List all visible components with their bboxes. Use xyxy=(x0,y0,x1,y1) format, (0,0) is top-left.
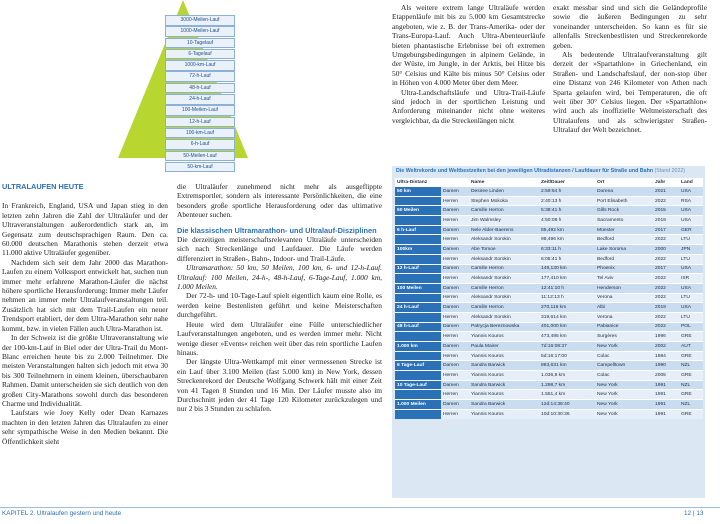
column-header: Zeit/Dauer xyxy=(539,178,595,187)
table-cell: Damen xyxy=(441,264,469,274)
distance-cell xyxy=(395,293,441,303)
table-row xyxy=(395,342,703,352)
paragraph: Der längste Ultra-Wettkampf mit einer vermessenen Strecke ist ein Lauf über 3.100 Meilen (fast 5.000 km) in New York, dessen Streckenrekord der Deutsche Wolfgang Schwerk hält mit einer Zeit von 41 Tagen 8 Stunden und 16 Min. Der Läufer musste also im Durchschnitt jeden der 41 Tage 120 Kilometer zurückzulegen und nur 2 bis 3 Stunden zu schlafen. xyxy=(177,357,382,414)
column-header: Jahr xyxy=(653,178,679,187)
table-cell: USA xyxy=(679,187,703,197)
table-cell: Paula Mairer xyxy=(469,342,539,352)
table-row xyxy=(395,245,703,255)
distance-cell: 1.000 Meilen xyxy=(395,400,441,410)
table-cell: Pabianice xyxy=(595,322,653,332)
record-table xyxy=(395,178,703,419)
table-cell: 2017 xyxy=(653,264,679,274)
table-cell: Henderson xyxy=(595,283,653,293)
table-row xyxy=(395,264,703,274)
distance-cell: 12 h-Lauf xyxy=(395,264,441,274)
table-cell: 2:59:54 h xyxy=(539,187,595,197)
table-cell: Damen xyxy=(441,322,469,332)
table-cell: 401,000 km xyxy=(539,322,595,332)
paragraph: Nachdem sich seit dem Jahr 2000 das Marathon-Laufen zu einem Volkssport entwickelt hat, suchen nun immer mehr erfahrene Marathon-Läufer die nächst höhere sportliche Herausforderung: Immer mehr Läufer nehmen an immer mehr Ultralaufveranstaltungen teil. Zusätzlich hat sich mit dem Trail-Laufen ein neuer Trendsport etabliert, der dem Ultra-Marathon sehr nahe kommt, bzw. in vielen Fällen auch Ultra-Marathon ist. xyxy=(2,257,168,333)
table-cell: Lake Soroma xyxy=(595,245,653,255)
table-cell: NZL xyxy=(679,361,703,371)
table-cell: 5d:16:17:00 xyxy=(539,351,595,361)
distance-cell xyxy=(395,254,441,264)
table-row xyxy=(395,380,703,390)
distance-cell: 24 h-Lauf xyxy=(395,303,441,313)
table-cell: 2021 xyxy=(653,187,679,197)
table-cell: Yiannis Kouros xyxy=(469,371,539,381)
column-header: Land xyxy=(679,178,703,187)
table-cell: Sandra Barwick xyxy=(469,380,539,390)
table-cell: 1.036,8 km xyxy=(539,371,595,381)
table-cell: 1990 xyxy=(653,361,679,371)
table-cell: New York xyxy=(595,409,653,418)
paragraph: Die derzeitigen meisterschaftsrelevanten Ultraläufe unterscheiden sich nach Streckenlänge und Laufdauer. Die Läufe werden differenziert in Straßen-, Bahn-, Indoor- und Trail-Läufe. xyxy=(177,235,382,263)
table-row xyxy=(395,332,703,342)
page-numbers: 12 | 13 xyxy=(684,510,704,517)
paragraph: Als bedeutende Ultralaufveranstaltung gilt derzeit der »Spartathlon« in Griechenland, ein Straßen- und Landschaftslauf, der non-stop über eine Distanz von 246 Kilometer von Athen nach Sparta gelaufen wird, bei Temperaturen, die oft weit über 30° Celsius liegen. Der »Spartathlon« wird auch als inoffizielle Weltmeisterschaft des Ultralaufens und als schwierigster Straßen-Ultralauf der Welt bezeichnet. xyxy=(553,50,707,135)
table-cell: Aleksandr Sorokin xyxy=(469,274,539,284)
paragraph: Der 72-h- und 10-Tage-Lauf spielt eigentlich kaum eine Rolle, es werden keine Bestenlisten geführt und keine Meisterschaften durchgeführt. xyxy=(177,291,382,320)
table-cell: Jim Walmsley xyxy=(469,216,539,226)
table-cell: 1984 xyxy=(653,351,679,361)
distance-cell xyxy=(395,351,441,361)
table-cell: 2022 xyxy=(653,322,679,332)
table-cell: USA xyxy=(679,216,703,226)
paragraph: Laufstars wie Joey Kelly oder Dean Karnazes machten in den letzten Jahren das Ultralaufen zu einer sehr sympathische Weise in den Medien bekannt. Die Öffentlichkeit sieht xyxy=(2,408,168,446)
caption-year: (Stand 2022) xyxy=(654,168,686,174)
table-cell: 149,130 km xyxy=(539,264,595,274)
table-cell: 98,496 km xyxy=(539,235,595,245)
column-header: Ultra-Distanz xyxy=(395,178,441,187)
table-cell: Camille Herron xyxy=(469,303,539,313)
pyramid-level: 10-Tagelauf xyxy=(165,38,235,49)
table-cell: Sacramento xyxy=(595,216,653,226)
table-row xyxy=(395,351,703,361)
table-cell: 2017 xyxy=(653,225,679,235)
table-cell: RSA xyxy=(679,196,703,206)
table-cell: USA xyxy=(679,206,703,216)
table-cell: Damen xyxy=(441,342,469,352)
table-cell: Herren xyxy=(441,332,469,342)
table-cell: JPN xyxy=(679,245,703,255)
distance-cell xyxy=(395,332,441,342)
table-cell: Bedford xyxy=(595,254,653,264)
table-row xyxy=(395,390,703,400)
distance-cell: 50 Meilen xyxy=(395,206,441,216)
table-cell: Damen xyxy=(441,361,469,371)
table-cell: Nele Alder-Baerens xyxy=(469,225,539,235)
table-cell: 270,116 km xyxy=(539,303,595,313)
table-cell: Yiannis Kouros xyxy=(469,409,539,418)
table-cell: Herren xyxy=(441,274,469,284)
distance-cell xyxy=(395,409,441,418)
table-cell: New York xyxy=(595,400,653,410)
table-cell: GRE xyxy=(679,371,703,381)
table-row xyxy=(395,196,703,206)
column-header: Name xyxy=(469,178,539,187)
table-cell: LTU xyxy=(679,235,703,245)
table-cell: Aleksandr Sorokin xyxy=(469,235,539,245)
table-cell: Herren xyxy=(441,254,469,264)
paragraph: Heute wird dem Ultraläufer eine Fülle unterschiedlicher Laufveranstaltungen angeboten, und es werden immer mehr. Nicht wenige dieser »Events« reichen weit über das rein sportliche Laufen hinaus. xyxy=(177,319,382,357)
pyramid-level: 100-km-Lauf xyxy=(165,128,235,139)
table-cell: Gills Rock xyxy=(595,206,653,216)
table-cell: 11:12:13 h xyxy=(539,293,595,303)
table-cell: LTU xyxy=(679,293,703,303)
table-cell: Herren xyxy=(441,216,469,226)
table-cell: AUT xyxy=(679,342,703,352)
table-cell: 5:38:41 h xyxy=(539,206,595,216)
table-cell: ISR xyxy=(679,274,703,284)
table-cell: 6:33:11 h xyxy=(539,245,595,255)
paragraph: exakt messbar sind und sich die Geländeprofile sowie die äußeren Bedingungen zu sehr voneinander unterscheiden. So kann es für sie allenfalls Streckenbestlisten und Streckenrekorde geben. xyxy=(553,3,707,50)
right-text-column-2 xyxy=(553,3,707,135)
table-cell: Damen xyxy=(441,225,469,235)
table-cell: 12d:14:38:40 xyxy=(539,400,595,410)
table-cell: Camille Herron xyxy=(469,206,539,216)
table-header-row xyxy=(395,178,703,187)
table-cell: 2022 xyxy=(653,274,679,284)
distance-cell: 100km xyxy=(395,245,441,255)
table-cell: 2015 xyxy=(653,206,679,216)
distance-cell xyxy=(395,390,441,400)
right-text-column-1 xyxy=(392,3,545,125)
distance-cell xyxy=(395,371,441,381)
distance-cell xyxy=(395,312,441,322)
left-text-column xyxy=(2,182,168,446)
paragraph: Ultramarathon: 50 km, 50 Meilen, 100 km, 6- und 12-h-Lauf. Ultralauf: 100 Meilen, 24-h-, 48-h-Lauf, 6-Tage-Lauf, 1.000 km, 1.000 Meilen. xyxy=(177,263,382,292)
table-cell: Herren xyxy=(441,371,469,381)
table-cell: USA xyxy=(679,283,703,293)
table-cell: Herren xyxy=(441,196,469,206)
pyramid-level: 24-h-Lauf xyxy=(165,94,235,105)
table-cell: 2022 xyxy=(653,312,679,322)
table-cell: Herren xyxy=(441,409,469,418)
footer-chapter: KAPITEL 2. Ultralaufen gestern und heute xyxy=(2,510,122,517)
distance-cell xyxy=(395,216,441,226)
caption-text: Die Weltrekorde und Weltbestzeiten bei den jeweiligen Ultradistanzen / Laufdauer für Straße und Bahn xyxy=(396,168,654,174)
table-cell: Herren xyxy=(441,235,469,245)
table-cell: GER xyxy=(679,225,703,235)
table-cell: 7d:16:08:37 xyxy=(539,342,595,352)
table-row xyxy=(395,322,703,332)
section-heading: Die klassischen Ultramarathon- und Ultralauf-Disziplinen xyxy=(177,225,377,235)
table-cell: Campelltown xyxy=(595,361,653,371)
table-cell: 319,614 km xyxy=(539,312,595,322)
table-cell: 2022 xyxy=(653,254,679,264)
pyramid-level: 72-h-Lauf xyxy=(165,71,235,82)
table-cell: Patrycja Bereznowska xyxy=(469,322,539,332)
table-cell: Bedford xyxy=(595,235,653,245)
table-cell: 1991 xyxy=(653,409,679,418)
table-cell: Herren xyxy=(441,293,469,303)
table-cell: 2005 xyxy=(653,371,679,381)
table-cell: Sandra Barwick xyxy=(469,400,539,410)
table-cell: New York xyxy=(595,342,653,352)
table-cell: 1.551,4 km xyxy=(539,390,595,400)
table-cell: 85,492 km xyxy=(539,225,595,235)
pyramid-level: 50-km-Lauf xyxy=(165,162,235,173)
paragraph: In Frankreich, England, USA und Japan stieg in den letzten zehn Jahren die Zahl der Ultraläufer und der Ultraveranstaltungen außerordentlich stark an, im Gegensatz zum deutschsprachigen Raum. Den ca. 60.000 deutschen Marathonis stehen derzeit etwa 11.000 aktive Ultraläufer gegenüber. xyxy=(2,201,168,258)
table-cell: 1996 xyxy=(653,332,679,342)
table-row xyxy=(395,303,703,313)
paragraph: Als weitere extrem lange Ultraläufe werden Etappenläufe mit bis zu 5.000 km Gesamtstrecke angeboten, wie z. B. der Trans-Amerika- oder der Trans-Europa-Lauf. Auch Ultra-Abenteuerläufe bieten phantastische Erlebnisse bei oft extremen Umgebungsbedingungen in alpinem Gelände, in der Wüste, im Jungle, in der Arktis, bei Hitze bis 50° Celsius und Kälte bis minus 50° Celsius oder in Höhen von 4.000 Meter über dem Meer. xyxy=(392,3,545,88)
table-cell: New York xyxy=(595,390,653,400)
table-row xyxy=(395,371,703,381)
table-cell: Abe Tomoe xyxy=(469,245,539,255)
table-cell: Sandra Barwick xyxy=(469,361,539,371)
table-row xyxy=(395,216,703,226)
table-row xyxy=(395,400,703,410)
table-cell: 10d:10:30:36 xyxy=(539,409,595,418)
table-cell: Damen xyxy=(441,400,469,410)
table-cell: 4:50:08 h xyxy=(539,216,595,226)
table-cell: GRE xyxy=(679,390,703,400)
table-cell: 2022 xyxy=(653,235,679,245)
table-cell: Damen xyxy=(441,380,469,390)
table-cell: NZL xyxy=(679,380,703,390)
table-cell: Camille Herron xyxy=(469,283,539,293)
table-cell: GRE xyxy=(679,332,703,342)
table-cell: GRE xyxy=(679,351,703,361)
table-row xyxy=(395,206,703,216)
table-cell: Yiannis Kouros xyxy=(469,332,539,342)
table-cell: NZL xyxy=(679,400,703,410)
paragraph: Ultra-Landschaftsläufe und Ultra-Trail-Läufe sind jedoch in der sportlichen Leistung und Anforderung miteinander nicht ohne weiteres vergleichbar, da die Streckenlängen nicht xyxy=(392,87,545,125)
table-cell: Camille Herron xyxy=(469,264,539,274)
pyramid-level: 6-h-Lauf xyxy=(165,139,235,150)
table-cell: New York xyxy=(595,380,653,390)
table-row xyxy=(395,409,703,418)
table-cell: GRE xyxy=(679,409,703,418)
table-cell: Yiannis Kouros xyxy=(469,351,539,361)
pyramid-level: 1000-km-Lauf xyxy=(165,60,235,71)
table-cell: Dorena xyxy=(595,187,653,197)
section-heading: ULTRALAUFEN HEUTE xyxy=(2,182,84,191)
middle-text-column xyxy=(177,182,382,414)
table-row xyxy=(395,274,703,284)
table-cell: 12:41:10 h xyxy=(539,283,595,293)
table-cell: Münster xyxy=(595,225,653,235)
table-cell: Herren xyxy=(441,312,469,322)
pyramid-level-list xyxy=(165,15,235,173)
table-caption xyxy=(396,168,702,175)
table-cell: 2022 xyxy=(653,293,679,303)
table-cell: 2000 xyxy=(653,245,679,255)
table-row xyxy=(395,235,703,245)
distance-cell xyxy=(395,274,441,284)
table-cell: Desiree Linden xyxy=(469,187,539,197)
table-cell: Stephen Mokoka xyxy=(469,196,539,206)
paragraph: die Ultraläufer zunehmend nicht mehr als ausgeflippte Extremsportler, sondern als interessante Persönlichkeiten, die eine besonders große sportliche Herausforderung oder das ultimative Abenteuer suchen. xyxy=(177,182,382,220)
table-cell: Yiannis Kouros xyxy=(469,390,539,400)
table-cell: LTU xyxy=(679,254,703,264)
table-row xyxy=(395,293,703,303)
table-cell: Damen xyxy=(441,187,469,197)
table-cell: Damen xyxy=(441,303,469,313)
table-cell: 1991 xyxy=(653,400,679,410)
table-row xyxy=(395,187,703,197)
table-cell: Aleksandr Sorokin xyxy=(469,254,539,264)
footer-rule xyxy=(0,507,720,508)
table-cell: 2019 xyxy=(653,303,679,313)
table-cell: LTU xyxy=(679,312,703,322)
table-cell: Colac xyxy=(595,371,653,381)
table-cell: 2:40:13 h xyxy=(539,196,595,206)
table-cell: 2022 xyxy=(653,283,679,293)
distance-cell: 48 h-Lauf xyxy=(395,322,441,332)
table-cell: Verona xyxy=(595,312,653,322)
table-cell: 1991 xyxy=(653,390,679,400)
table-row xyxy=(395,254,703,264)
distance-cell: 6 h-Lauf xyxy=(395,225,441,235)
table-cell: 6:05:41 h xyxy=(539,254,595,264)
distance-cell: 1.000 km xyxy=(395,342,441,352)
pyramid-level: 100-Meilen-Lauf xyxy=(165,105,235,116)
column-header: Ort xyxy=(595,178,653,187)
table-cell: 2019 xyxy=(653,216,679,226)
pyramid-level: 6-Tagelauf xyxy=(165,49,235,60)
paragraph: In der Schweiz ist die größte Ultraveranstaltung wie der 100-km-Lauf in Biel oder der Ultra-Trail du Mont-Blanc erreichen heute bis zu 2.000 Teilnehmer. Die meisten Veranstaltungen halten sich jedoch mit etwa 30 bis 300 Teilnehmern in einem kleinen, überschaubaren Rahmen. Damit unterscheiden sie sich deutlich von den großen City-Marathons sowohl durch das besonderen Charme und Individualität. xyxy=(2,333,168,408)
table-cell: 177,410 km xyxy=(539,274,595,284)
table-cell: 2022 xyxy=(653,196,679,206)
table-cell: Aleksandr Sorokin xyxy=(469,293,539,303)
table-cell: 2002 xyxy=(653,342,679,352)
table-row xyxy=(395,312,703,322)
table-cell: Aleksandr Sorokin xyxy=(469,312,539,322)
table-cell: POL xyxy=(679,322,703,332)
table-cell: Albi xyxy=(595,303,653,313)
table-cell: USA xyxy=(679,264,703,274)
distance-cell: 100 Meilen xyxy=(395,283,441,293)
table-cell: Colac xyxy=(595,351,653,361)
table-cell: 473,495 km xyxy=(539,332,595,342)
table-row xyxy=(395,283,703,293)
table-cell: Herren xyxy=(441,390,469,400)
table-cell: Surgères xyxy=(595,332,653,342)
pyramid-level: 48-h-Lauf xyxy=(165,83,235,94)
column-header xyxy=(441,178,469,187)
table-cell: USA xyxy=(679,303,703,313)
table-cell: Verona xyxy=(595,293,653,303)
table-cell: 1.298,7 km xyxy=(539,380,595,390)
pyramid-level: 12-h-Lauf xyxy=(165,117,235,128)
table-cell: Damen xyxy=(441,245,469,255)
table-cell: Damen xyxy=(441,283,469,293)
distance-cell: 50 km xyxy=(395,187,441,197)
table-cell: Port Elisabeth xyxy=(595,196,653,206)
distance-cell: 6 Tage-Lauf xyxy=(395,361,441,371)
distance-cell xyxy=(395,196,441,206)
pyramid-level: 1000-Meilen-Lauf xyxy=(165,26,235,37)
table-cell: Tel Aviv xyxy=(595,274,653,284)
table-cell: 883,631 km xyxy=(539,361,595,371)
pyramid-level: 50-Meilen-Lauf xyxy=(165,151,235,162)
distance-cell: 10 Tage-Lauf xyxy=(395,380,441,390)
table-cell: Damen xyxy=(441,206,469,216)
table-cell: Herren xyxy=(441,351,469,361)
distance-cell xyxy=(395,235,441,245)
table-cell: Phoenix xyxy=(595,264,653,274)
table-cell: 1991 xyxy=(653,380,679,390)
table-row xyxy=(395,225,703,235)
pyramid-level: 3000-Meilen-Lauf xyxy=(165,15,235,26)
table-row xyxy=(395,361,703,371)
